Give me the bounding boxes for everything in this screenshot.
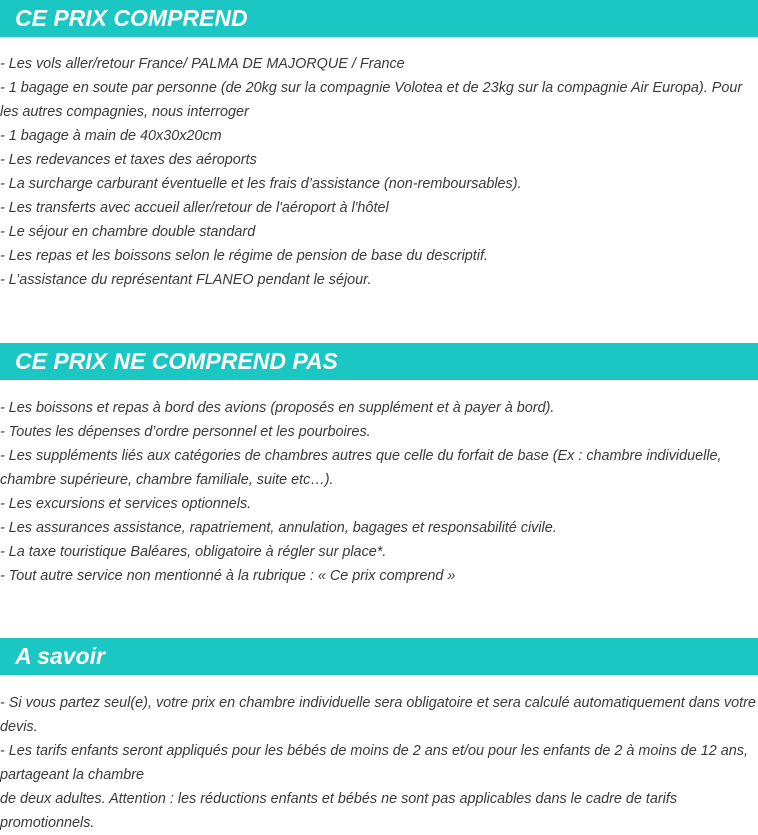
included-list bbox=[0, 52, 756, 292]
list-item: - La taxe touristique Baléares, obligatoire à régler sur place*. bbox=[0, 544, 387, 560]
list-item: de deux adultes. Attention : les réductions enfants et bébés ne sont pas applicables dans le cadre de tarifs promotionnels. bbox=[0, 791, 678, 831]
list-item: - Les tarifs enfants seront appliqués pour les bébés de moins de 2 ans et/ou pour les enfants de 2 à moins de 12 ans, partageant la chambre bbox=[0, 743, 748, 783]
list-item: - Les boissons et repas à bord des avions (proposés en supplément et à payer à bord). bbox=[0, 400, 555, 416]
list-item: - Les suppléments liés aux catégories de chambres autres que celle du forfait de base (Ex : chambre individuelle, chambre supérieure, chambre familiale, suite etc…). bbox=[0, 448, 722, 488]
list-item: - Les redevances et taxes des aéroports bbox=[0, 152, 257, 168]
list-item: - 1 bagage à main de 40x30x20cm bbox=[0, 128, 222, 144]
list-item: - Toutes les dépenses d’ordre personnel et les pourboires. bbox=[0, 424, 371, 440]
not-included-list bbox=[0, 396, 756, 588]
list-item: - Les vols aller/retour France/ PALMA DE MAJORQUE / France bbox=[0, 56, 405, 72]
section-header-good-to-know: A savoir bbox=[0, 638, 758, 675]
section-header-not-included: CE PRIX NE COMPREND PAS bbox=[0, 343, 758, 380]
list-item: - Les assurances assistance, rapatriement, annulation, bagages et responsabilité civile. bbox=[0, 520, 557, 536]
list-item: - Si vous partez seul(e), votre prix en chambre individuelle sera obligatoire et sera calculé automatiquement dans votre devis. bbox=[0, 695, 756, 735]
list-item: - Le séjour en chambre double standard bbox=[0, 224, 256, 240]
good-to-know-list bbox=[0, 691, 756, 835]
list-item: - 1 bagage en soute par personne (de 20kg sur la compagnie Volotea et de 23kg sur la compagnie Air Europa). Pour les autres compagnies, nous interroger bbox=[0, 80, 743, 120]
list-item: - La surcharge carburant éventuelle et les frais d’assistance (non-remboursables). bbox=[0, 176, 522, 192]
list-item: - L’assistance du représentant FLANEO pendant le séjour. bbox=[0, 272, 372, 288]
list-item: - Les transferts avec accueil aller/retour de l'aéroport à l'hôtel bbox=[0, 200, 389, 216]
list-item: - Les repas et les boissons selon le régime de pension de base du descriptif. bbox=[0, 248, 488, 264]
list-item: - Les excursions et services optionnels. bbox=[0, 496, 252, 512]
list-item: - Tout autre service non mentionné à la rubrique : « Ce prix comprend » bbox=[0, 568, 456, 584]
section-header-included: CE PRIX COMPREND bbox=[0, 0, 758, 37]
